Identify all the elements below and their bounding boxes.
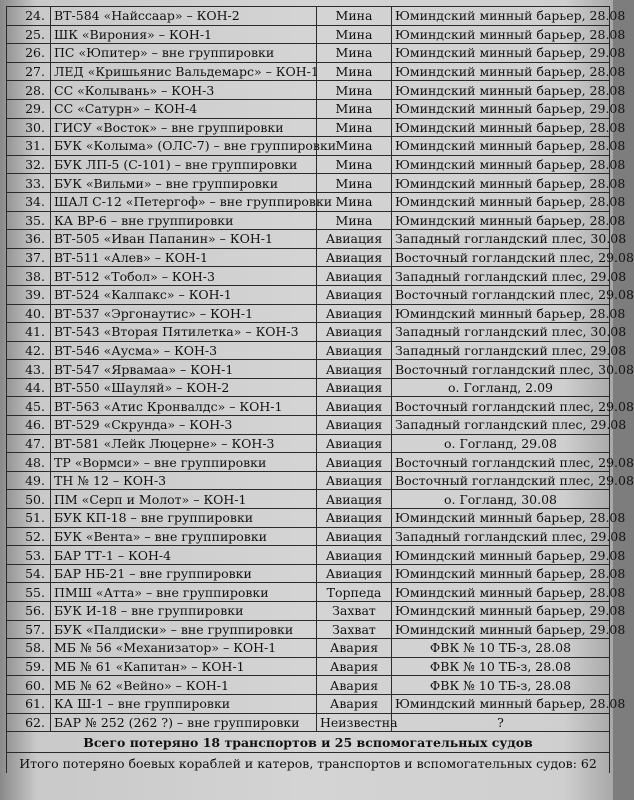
vessel-name: БУК ЛП-5 (С-101) – вне группировки	[51, 155, 317, 174]
loss-cause: Авиация	[317, 509, 392, 528]
vessel-name: СС «Сатурн» – КОН-4	[51, 99, 317, 118]
row-number: 39.	[7, 285, 51, 304]
loss-cause: Авария	[317, 657, 392, 676]
vessel-name: ВТ-584 «Найссаар» – КОН-2	[51, 7, 317, 26]
loss-cause: Авиация	[317, 453, 392, 472]
row-number: 60.	[7, 676, 51, 695]
loss-place: о. Гогланд, 30.08	[392, 490, 610, 509]
row-number: 59.	[7, 657, 51, 676]
loss-place: Юминдский минный барьер, 28.08	[392, 25, 610, 44]
table-row	[7, 527, 610, 546]
row-number: 57.	[7, 620, 51, 639]
table-row	[7, 192, 610, 211]
loss-place: Юминдский минный барьер, 29.08	[392, 546, 610, 565]
loss-place: Юминдский минный барьер, 28.08	[392, 62, 610, 81]
loss-cause: Авиация	[317, 248, 392, 267]
loss-place: Юминдский минный барьер, 29.08	[392, 620, 610, 639]
loss-cause: Авария	[317, 639, 392, 658]
loss-place: Юминдский минный барьер, 28.08	[392, 155, 610, 174]
vessel-name: ВТ-511 «Алев» – КОН-1	[51, 248, 317, 267]
table-row	[7, 248, 610, 267]
row-number: 53.	[7, 546, 51, 565]
vessel-name: ШАЛ С-12 «Петергоф» – вне группировки	[51, 192, 317, 211]
table-row	[7, 267, 610, 286]
table-row	[7, 99, 610, 118]
row-number: 27.	[7, 62, 51, 81]
vessel-name: ВТ-546 «Аусма» – КОН-3	[51, 341, 317, 360]
loss-place: Юминдский минный барьер, 28.08	[392, 81, 610, 100]
vessel-name: ВТ-505 «Иван Папанин» – КОН-1	[51, 230, 317, 249]
row-number: 52.	[7, 527, 51, 546]
loss-place: Юминдский минный барьер, 29.08	[392, 99, 610, 118]
vessel-name: ГИСУ «Восток» – вне группировки	[51, 118, 317, 137]
vessel-name: ВТ-524 «Калпакс» – КОН-1	[51, 285, 317, 304]
loss-place: Юминдский минный барьер, 28.08	[392, 174, 610, 193]
loss-cause: Мина	[317, 211, 392, 230]
loss-cause: Мина	[317, 155, 392, 174]
loss-cause: Авиация	[317, 378, 392, 397]
row-number: 40.	[7, 304, 51, 323]
loss-cause: Авиация	[317, 230, 392, 249]
loss-cause: Авиация	[317, 323, 392, 342]
loss-place: ФВК № 10 ТБ-з, 28.08	[392, 676, 610, 695]
loss-cause: Мина	[317, 62, 392, 81]
table-row	[7, 639, 610, 658]
table-row	[7, 602, 610, 621]
loss-cause: Авария	[317, 676, 392, 695]
loss-place: Восточный гогландский плес, 29.08	[392, 471, 610, 490]
vessel-name: МБ № 61 «Капитан» – КОН-1	[51, 657, 317, 676]
loss-place: Юминдский минный барьер, 28.08	[392, 564, 610, 583]
loss-cause: Авиация	[317, 546, 392, 565]
vessel-name: БАР № 252 (262 ?) – вне группировки	[51, 713, 317, 732]
row-number: 46.	[7, 416, 51, 435]
vessel-name: ВТ-547 «Ярвамаа» – КОН-1	[51, 360, 317, 379]
row-number: 30.	[7, 118, 51, 137]
loss-place: Восточный гогландский плес, 29.08	[392, 397, 610, 416]
row-number: 58.	[7, 639, 51, 658]
vessel-name: МБ № 62 «Вейно» – КОН-1	[51, 676, 317, 695]
row-number: 45.	[7, 397, 51, 416]
table-row	[7, 434, 610, 453]
loss-cause: Авиация	[317, 285, 392, 304]
vessel-name: ШК «Вирония» – КОН-1	[51, 25, 317, 44]
table-row	[7, 285, 610, 304]
table-row	[7, 81, 610, 100]
row-number: 29.	[7, 99, 51, 118]
table-row	[7, 341, 610, 360]
row-number: 61.	[7, 694, 51, 713]
vessel-name: ВТ-529 «Скрунда» – КОН-3	[51, 416, 317, 435]
loss-cause: Авиация	[317, 490, 392, 509]
loss-cause: Авиация	[317, 564, 392, 583]
loss-cause: Авиация	[317, 397, 392, 416]
loss-place: Западный гогландский плес, 29.08	[392, 416, 610, 435]
loss-cause: Авиация	[317, 267, 392, 286]
table-row	[7, 453, 610, 472]
row-number: 42.	[7, 341, 51, 360]
loss-place: ФВК № 10 ТБ-з, 28.08	[392, 657, 610, 676]
table-row	[7, 323, 610, 342]
row-number: 31.	[7, 137, 51, 156]
row-number: 25.	[7, 25, 51, 44]
table-row	[7, 211, 610, 230]
loss-place: Юминдский минный барьер, 28.08	[392, 694, 610, 713]
table-row	[7, 230, 610, 249]
grand-total-text: Итого потеряно боевых кораблей и катеров, транспортов и вспомогательных судов: 62	[7, 753, 610, 774]
vessel-name: ПМШ «Атта» – вне группировки	[51, 583, 317, 602]
loss-place: ФВК № 10 ТБ-з, 28.08	[392, 639, 610, 658]
loss-cause: Мина	[317, 137, 392, 156]
table-row	[7, 118, 610, 137]
vessel-name: ПС «Юпитер» – вне группировки	[51, 44, 317, 63]
loss-place: о. Гогланд, 2.09	[392, 378, 610, 397]
loss-place: Восточный гогландский плес, 29.08	[392, 453, 610, 472]
vessel-name: БУК «Вента» – вне группировки	[51, 527, 317, 546]
table-row	[7, 360, 610, 379]
loss-cause: Мина	[317, 99, 392, 118]
table-row	[7, 174, 610, 193]
row-number: 47.	[7, 434, 51, 453]
vessel-name: БУК И-18 – вне группировки	[51, 602, 317, 621]
table-row	[7, 25, 610, 44]
vessel-name: БАР ТТ-1 – КОН-4	[51, 546, 317, 565]
loss-cause: Авиация	[317, 527, 392, 546]
row-number: 44.	[7, 378, 51, 397]
table-row	[7, 471, 610, 490]
row-number: 26.	[7, 44, 51, 63]
table-row	[7, 694, 610, 713]
table-row	[7, 62, 610, 81]
row-number: 49.	[7, 471, 51, 490]
table-row	[7, 620, 610, 639]
row-number: 51.	[7, 509, 51, 528]
vessel-name: МБ № 56 «Механизатор» – КОН-1	[51, 639, 317, 658]
vessel-name: БУК «Палдиски» – вне группировки	[51, 620, 317, 639]
loss-cause: Захват	[317, 602, 392, 621]
loss-place: Юминдский минный барьер, 28.08	[392, 137, 610, 156]
loss-cause: Авиация	[317, 416, 392, 435]
vessel-name: ТН № 12 – КОН-3	[51, 471, 317, 490]
vessel-name: КА ВР-6 – вне группировки	[51, 211, 317, 230]
row-number: 43.	[7, 360, 51, 379]
vessel-name: ЛЕД «Кришьянис Вальдемарс» – КОН-1	[51, 62, 317, 81]
loss-place: Юминдский минный барьер, 28.08	[392, 304, 610, 323]
row-number: 48.	[7, 453, 51, 472]
row-number: 35.	[7, 211, 51, 230]
vessel-name: ВТ-537 «Эргонаутис» – КОН-1	[51, 304, 317, 323]
vessel-name: ВТ-512 «Тобол» – КОН-3	[51, 267, 317, 286]
table-row	[7, 713, 610, 732]
row-number: 37.	[7, 248, 51, 267]
row-number: 33.	[7, 174, 51, 193]
loss-cause: Авиация	[317, 471, 392, 490]
loss-cause: Авария	[317, 694, 392, 713]
loss-cause: Мина	[317, 174, 392, 193]
table-row	[7, 583, 610, 602]
loss-place: Юминдский минный барьер, 28.08	[392, 192, 610, 211]
loss-place: о. Гогланд, 29.08	[392, 434, 610, 453]
loss-place: Юминдский минный барьер, 28.08	[392, 583, 610, 602]
row-number: 32.	[7, 155, 51, 174]
loss-cause: Мина	[317, 25, 392, 44]
loss-cause: Мина	[317, 81, 392, 100]
vessel-name: БУК «Вильми» – вне группировки	[51, 174, 317, 193]
loss-place: Восточный гогландский плес, 29.08	[392, 285, 610, 304]
loss-place: Юминдский минный барьер, 29.08	[392, 44, 610, 63]
row-number: 34.	[7, 192, 51, 211]
loss-cause: Мина	[317, 7, 392, 26]
row-number: 55.	[7, 583, 51, 602]
vessel-name: КА Ш-1 – вне группировки	[51, 694, 317, 713]
row-number: 50.	[7, 490, 51, 509]
table-row	[7, 7, 610, 26]
table-row	[7, 657, 610, 676]
row-number: 54.	[7, 564, 51, 583]
loss-place: Восточный гогландский плес, 30.08	[392, 360, 610, 379]
vessel-name: ВТ-550 «Шауляй» – КОН-2	[51, 378, 317, 397]
table-row	[7, 397, 610, 416]
table-row	[7, 509, 610, 528]
loss-cause: Захват	[317, 620, 392, 639]
loss-place: Западный гогландский плес, 30.08	[392, 230, 610, 249]
row-number: 41.	[7, 323, 51, 342]
row-number: 56.	[7, 602, 51, 621]
loss-place: Западный гогландский плес, 30.08	[392, 323, 610, 342]
table-row	[7, 416, 610, 435]
vessel-name: ТР «Вормси» – вне группировки	[51, 453, 317, 472]
loss-cause: Авиация	[317, 434, 392, 453]
total-row	[7, 732, 610, 753]
row-number: 28.	[7, 81, 51, 100]
loss-place: Юминдский минный барьер, 28.08	[392, 118, 610, 137]
loss-cause: Торпеда	[317, 583, 392, 602]
loss-place: Восточный гогландский плес, 29.08	[392, 248, 610, 267]
loss-place: Юминдский минный барьер, 28.08	[392, 509, 610, 528]
losses-table-body	[7, 7, 634, 732]
loss-place: Юминдский минный барьер, 28.08	[392, 7, 610, 26]
total-text: Всего потеряно 18 транспортов и 25 вспомогательных судов	[7, 732, 610, 753]
loss-place: Юминдский минный барьер, 29.08	[392, 602, 610, 621]
table-row	[7, 378, 610, 397]
loss-cause: Мина	[317, 118, 392, 137]
loss-place: Западный гогландский плес, 29.08	[392, 527, 610, 546]
table-row	[7, 137, 610, 156]
loss-cause: Неизвестна	[317, 713, 392, 732]
vessel-name: ВТ-563 «Атис Кронвалдс» – КОН-1	[51, 397, 317, 416]
table-row	[7, 304, 610, 323]
row-number: 38.	[7, 267, 51, 286]
loss-place: Юминдский минный барьер, 28.08	[392, 211, 610, 230]
table-row	[7, 155, 610, 174]
loss-cause: Авиация	[317, 341, 392, 360]
vessel-name: БУК КП-18 – вне группировки	[51, 509, 317, 528]
loss-place: Западный гогландский плес, 29.08	[392, 267, 610, 286]
loss-cause: Мина	[317, 44, 392, 63]
row-number: 36.	[7, 230, 51, 249]
table-row	[7, 564, 610, 583]
table-row	[7, 490, 610, 509]
grand-total-row	[7, 753, 610, 774]
loss-cause: Мина	[317, 192, 392, 211]
loss-place: Западный гогландский плес, 29.08	[392, 341, 610, 360]
table-row	[7, 676, 610, 695]
vessel-name: ВТ-581 «Лейк Люцерне» – КОН-3	[51, 434, 317, 453]
loss-cause: Авиация	[317, 360, 392, 379]
vessel-name: ВТ-543 «Вторая Пятилетка» – КОН-3	[51, 323, 317, 342]
vessel-name: ПМ «Серп и Молот» – КОН-1	[51, 490, 317, 509]
vessel-name: БУК «Колыма» (ОЛС-7) – вне группировки	[51, 137, 317, 156]
losses-table	[6, 6, 634, 773]
loss-cause: Авиация	[317, 304, 392, 323]
table-row	[7, 546, 610, 565]
table-row	[7, 44, 610, 63]
row-number: 24.	[7, 7, 51, 26]
row-number: 62.	[7, 713, 51, 732]
loss-place: ?	[392, 713, 610, 732]
vessel-name: БАР НБ-21 – вне группировки	[51, 564, 317, 583]
vessel-name: СС «Колывань» – КОН-3	[51, 81, 317, 100]
